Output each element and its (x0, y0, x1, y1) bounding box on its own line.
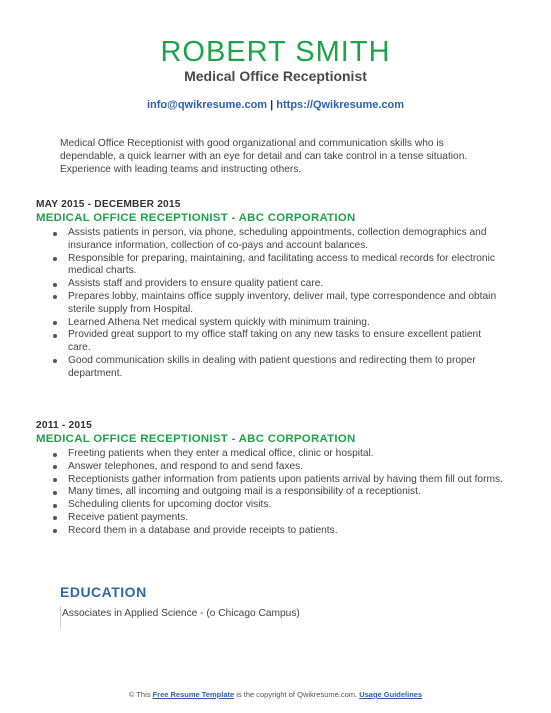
job-bullet: Answer telephones, and respond to and send faxes. (36, 461, 506, 474)
candidate-role: Medical Office Receptionist (184, 68, 367, 84)
job-bullet: Record them in a database and provide receipts to patients. (36, 525, 506, 538)
contact-separator: | (267, 99, 277, 111)
job-bullet: Many times, all incoming and outgoing mail is a responsibility of a receptionist. (36, 486, 506, 499)
job-bullet: Good communication skills in dealing with patient questions and redirecting them to proper department. (36, 355, 506, 381)
job-bullet: Receive patient payments. (36, 512, 506, 525)
job-entry-1 (36, 199, 506, 381)
job-bullet: Scheduling clients for upcoming doctor visits. (36, 499, 506, 512)
education-divider (60, 606, 61, 628)
job-bullet-list (36, 227, 506, 381)
job-bullet: Freeting patients when they enter a medical office, clinic or hospital. (36, 448, 506, 461)
education-item: Associates in Applied Science - (o Chicago Campus) (62, 608, 300, 619)
job-entry-2 (36, 420, 506, 538)
footer-prefix: © This (128, 690, 153, 699)
job-bullet: Provided great support to my office staff taking on any new tasks to ensure excellent patient care. (36, 329, 506, 355)
contact-line (0, 99, 551, 111)
job-bullet: Prepares lobby, maintains office supply inventory, deliver mail, type correspondence and obtain sterile supply from Hospital. (36, 291, 506, 317)
free-resume-template-link[interactable]: Free Resume Template (152, 690, 235, 699)
education-heading: EDUCATION (60, 584, 147, 600)
job-title: MEDICAL OFFICE RECEPTIONIST - ABC CORPORATION (36, 212, 356, 224)
job-bullet: Assists staff and providers to ensure quality patient care. (36, 278, 506, 291)
job-bullet: Assists patients in person, via phone, scheduling appointments, collection demographics and insurance information, collection of co-pays and account balances. (36, 227, 506, 253)
job-bullet: Learned Athena Net medical system quickly with minimum training. (36, 317, 506, 330)
email-link[interactable]: info@qwikresume.com (146, 99, 268, 111)
footer-middle: is the copyright of Qwikresume.com. (234, 690, 360, 699)
job-bullet: Responsible for preparing, maintaining, and facilitating access to medical records for electronic medical charts. (36, 253, 506, 279)
usage-guidelines-link[interactable]: Usage Guidelines (359, 690, 423, 699)
job-dates: MAY 2015 - DECEMBER 2015 (36, 199, 181, 210)
summary-text: Medical Office Receptionist with good organizational and communication skills who is dependable, a quick learner with an eye for detail and can take control in a tense situation. Experience with leading teams and instructing others. (60, 138, 468, 175)
job-dates: 2011 - 2015 (36, 420, 93, 431)
job-bullet: Receptionists gather information from patients upon patients arrival by having them fill out forms. (36, 474, 506, 487)
job-title: MEDICAL OFFICE RECEPTIONIST - ABC CORPORATION (36, 433, 356, 445)
website-link[interactable]: https://Qwikresume.com (276, 99, 405, 111)
footer (0, 690, 551, 699)
job-bullet-list (36, 448, 506, 538)
candidate-name: ROBERT SMITH (160, 36, 391, 68)
